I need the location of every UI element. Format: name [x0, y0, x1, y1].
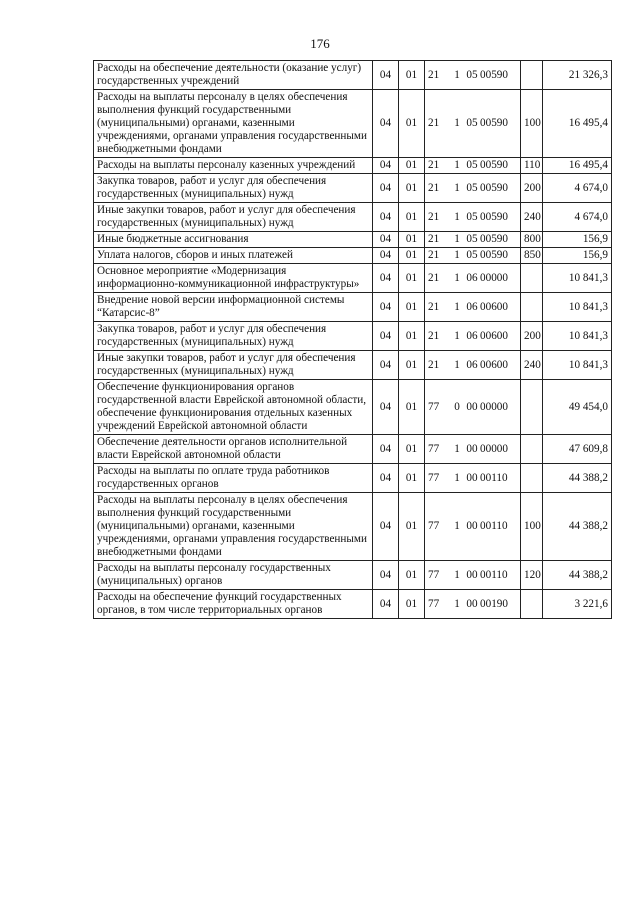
target-program-code: 77	[428, 520, 440, 532]
section-code-cell: 04	[373, 380, 399, 435]
budget-table-body	[94, 61, 612, 619]
target-article-cell	[425, 322, 521, 351]
table-row	[94, 351, 612, 380]
table-row	[94, 90, 612, 158]
subsection-code-cell: 01	[399, 561, 425, 590]
target-article-cell	[425, 293, 521, 322]
subsection-code-cell: 01	[399, 248, 425, 264]
target-subprogram-code: 1	[454, 271, 460, 284]
target-article-cell	[425, 493, 521, 561]
target-subprogram-code: 1	[454, 233, 460, 245]
target-subprogram-code: 1	[454, 159, 460, 171]
target-event-code: 00	[466, 597, 478, 610]
expense-name-cell: Закупка товаров, работ и услуг для обеспечения государственных (муниципальных) нужд	[94, 322, 373, 351]
table-row	[94, 561, 612, 590]
amount-cell: 10 841,3	[543, 351, 612, 380]
expense-type-cell: 110	[521, 158, 543, 174]
amount-cell: 4 674,0	[543, 174, 612, 203]
target-article-cell	[425, 351, 521, 380]
section-code-cell: 04	[373, 322, 399, 351]
subsection-code-cell: 01	[399, 174, 425, 203]
target-direction-code: 00590	[480, 181, 508, 194]
target-program-code: 77	[428, 471, 440, 484]
target-direction-code: 00600	[480, 300, 508, 313]
table-row	[94, 464, 612, 493]
expense-name-cell: Обеспечение функционирования органов государственной власти Еврейской автономной области, обеспечение функционирования отдельных казенных учреждений Еврейской автономной области	[94, 380, 373, 435]
section-code-cell: 04	[373, 493, 399, 561]
target-program-code: 77	[428, 442, 440, 455]
subsection-code-cell: 01	[399, 464, 425, 493]
table-row	[94, 203, 612, 232]
section-code-cell: 04	[373, 90, 399, 158]
subsection-code-cell: 01	[399, 264, 425, 293]
target-event-code: 00	[466, 400, 478, 413]
table-row	[94, 158, 612, 174]
target-event-code: 06	[466, 271, 478, 284]
expense-type-cell: 100	[521, 493, 543, 561]
target-program-code: 21	[428, 358, 440, 371]
section-code-cell: 04	[373, 248, 399, 264]
target-subprogram-code: 1	[454, 68, 460, 81]
target-event-code: 00	[466, 442, 478, 455]
target-direction-code: 00110	[480, 471, 508, 484]
target-direction-code: 00190	[480, 597, 508, 610]
target-article-cell	[425, 380, 521, 435]
target-direction-code: 00590	[480, 210, 508, 223]
amount-cell: 21 326,3	[543, 61, 612, 90]
expense-type-cell: 240	[521, 203, 543, 232]
target-direction-code: 00000	[480, 400, 508, 413]
target-program-code: 21	[428, 181, 440, 194]
target-subprogram-code: 1	[454, 300, 460, 313]
target-article-cell	[425, 61, 521, 90]
subsection-code-cell: 01	[399, 322, 425, 351]
target-article-cell	[425, 590, 521, 619]
target-event-code: 00	[466, 568, 478, 581]
target-direction-code: 00110	[480, 520, 508, 532]
expense-type-cell: 850	[521, 248, 543, 264]
expense-name-cell: Иные бюджетные ассигнования	[94, 232, 373, 248]
expense-name-cell: Внедрение новой версии информационной системы “Катарсис-8”	[94, 293, 373, 322]
expense-type-cell: 800	[521, 232, 543, 248]
amount-cell: 3 221,6	[543, 590, 612, 619]
target-subprogram-code: 1	[454, 329, 460, 342]
expense-name-cell: Расходы на выплаты персоналу в целях обеспечения выполнения функций государственными (муниципальными) органами, казенными учреждениями, органами управления государственными внебюджетными фондами	[94, 90, 373, 158]
target-subprogram-code: 1	[454, 471, 460, 484]
target-subprogram-code: 1	[454, 358, 460, 371]
table-row	[94, 322, 612, 351]
section-code-cell: 04	[373, 264, 399, 293]
amount-cell: 44 388,2	[543, 464, 612, 493]
target-program-code: 21	[428, 210, 440, 223]
table-row	[94, 293, 612, 322]
expense-name-cell: Расходы на выплаты персоналу казенных учреждений	[94, 158, 373, 174]
table-row	[94, 435, 612, 464]
subsection-code-cell: 01	[399, 90, 425, 158]
amount-cell: 16 495,4	[543, 158, 612, 174]
table-row	[94, 174, 612, 203]
section-code-cell: 04	[373, 232, 399, 248]
target-direction-code: 00000	[480, 271, 508, 284]
subsection-code-cell: 01	[399, 351, 425, 380]
expense-type-cell: 200	[521, 322, 543, 351]
target-direction-code: 00590	[480, 159, 508, 171]
amount-cell: 4 674,0	[543, 203, 612, 232]
expense-name-cell: Обеспечение деятельности органов исполнительной власти Еврейской автономной области	[94, 435, 373, 464]
target-direction-code: 00600	[480, 358, 508, 371]
table-row	[94, 493, 612, 561]
target-program-code: 77	[428, 400, 440, 413]
section-code-cell: 04	[373, 435, 399, 464]
target-event-code: 05	[466, 233, 478, 245]
target-subprogram-code: 1	[454, 442, 460, 455]
target-event-code: 05	[466, 181, 478, 194]
table-row	[94, 61, 612, 90]
target-subprogram-code: 1	[454, 210, 460, 223]
target-event-code: 05	[466, 249, 478, 261]
target-direction-code: 00590	[480, 68, 508, 81]
target-direction-code: 00590	[480, 249, 508, 261]
amount-cell: 49 454,0	[543, 380, 612, 435]
target-program-code: 21	[428, 117, 440, 129]
expense-name-cell: Основное мероприятие «Модернизация информационно-коммуникационной инфраструктуры»	[94, 264, 373, 293]
target-article-cell	[425, 158, 521, 174]
subsection-code-cell: 01	[399, 435, 425, 464]
target-article-cell	[425, 264, 521, 293]
target-program-code: 21	[428, 271, 440, 284]
expense-type-cell: 240	[521, 351, 543, 380]
target-program-code: 77	[428, 597, 440, 610]
table-row	[94, 232, 612, 248]
target-event-code: 05	[466, 159, 478, 171]
target-subprogram-code: 1	[454, 597, 460, 610]
subsection-code-cell: 01	[399, 590, 425, 619]
target-article-cell	[425, 435, 521, 464]
target-event-code: 06	[466, 329, 478, 342]
subsection-code-cell: 01	[399, 232, 425, 248]
expense-type-cell: 100	[521, 90, 543, 158]
amount-cell: 10 841,3	[543, 293, 612, 322]
section-code-cell: 04	[373, 561, 399, 590]
target-subprogram-code: 1	[454, 117, 460, 129]
target-subprogram-code: 1	[454, 568, 460, 581]
section-code-cell: 04	[373, 61, 399, 90]
section-code-cell: 04	[373, 174, 399, 203]
target-direction-code: 00590	[480, 233, 508, 245]
target-subprogram-code: 1	[454, 520, 460, 532]
expense-name-cell: Иные закупки товаров, работ и услуг для обеспечения государственных (муниципальных) нужд	[94, 203, 373, 232]
amount-cell: 44 388,2	[543, 561, 612, 590]
amount-cell: 156,9	[543, 248, 612, 264]
target-subprogram-code: 1	[454, 181, 460, 194]
section-code-cell: 04	[373, 293, 399, 322]
target-event-code: 05	[466, 210, 478, 223]
target-event-code: 05	[466, 117, 478, 129]
section-code-cell: 04	[373, 158, 399, 174]
target-subprogram-code: 0	[454, 400, 460, 413]
target-direction-code: 00000	[480, 442, 508, 455]
subsection-code-cell: 01	[399, 158, 425, 174]
section-code-cell: 04	[373, 203, 399, 232]
target-program-code: 21	[428, 329, 440, 342]
section-code-cell: 04	[373, 351, 399, 380]
target-program-code: 21	[428, 68, 440, 81]
subsection-code-cell: 01	[399, 493, 425, 561]
budget-table	[93, 60, 612, 619]
expense-type-cell: 120	[521, 561, 543, 590]
target-program-code: 21	[428, 159, 440, 171]
section-code-cell: 04	[373, 464, 399, 493]
target-direction-code: 00590	[480, 117, 508, 129]
target-program-code: 77	[428, 568, 440, 581]
expense-name-cell: Расходы на выплаты персоналу государственных (муниципальных) органов	[94, 561, 373, 590]
target-event-code: 00	[466, 471, 478, 484]
expense-name-cell: Расходы на обеспечение деятельности (оказание услуг) государственных учреждений	[94, 61, 373, 90]
target-subprogram-code: 1	[454, 249, 460, 261]
expense-type-cell: 200	[521, 174, 543, 203]
page-number: 176	[310, 36, 330, 51]
expense-name-cell: Закупка товаров, работ и услуг для обеспечения государственных (муниципальных) нужд	[94, 174, 373, 203]
amount-cell: 44 388,2	[543, 493, 612, 561]
expense-name-cell: Расходы на выплаты по оплате труда работников государственных органов	[94, 464, 373, 493]
target-article-cell	[425, 90, 521, 158]
target-event-code: 06	[466, 300, 478, 313]
target-direction-code: 00600	[480, 329, 508, 342]
subsection-code-cell: 01	[399, 61, 425, 90]
target-program-code: 21	[428, 233, 440, 245]
subsection-code-cell: 01	[399, 293, 425, 322]
target-article-cell	[425, 203, 521, 232]
amount-cell: 16 495,4	[543, 90, 612, 158]
target-program-code: 21	[428, 300, 440, 313]
subsection-code-cell: 01	[399, 203, 425, 232]
target-article-cell	[425, 248, 521, 264]
amount-cell: 10 841,3	[543, 264, 612, 293]
target-event-code: 05	[466, 68, 478, 81]
target-article-cell	[425, 561, 521, 590]
expense-name-cell: Расходы на обеспечение функций государственных органов, в том числе территориальных органов	[94, 590, 373, 619]
target-article-cell	[425, 464, 521, 493]
table-row	[94, 380, 612, 435]
expense-name-cell: Иные закупки товаров, работ и услуг для обеспечения государственных (муниципальных) нужд	[94, 351, 373, 380]
table-row	[94, 264, 612, 293]
target-event-code: 00	[466, 520, 478, 532]
target-program-code: 21	[428, 249, 440, 261]
target-direction-code: 00110	[480, 568, 508, 581]
subsection-code-cell: 01	[399, 380, 425, 435]
table-row	[94, 248, 612, 264]
table-row	[94, 590, 612, 619]
amount-cell: 156,9	[543, 232, 612, 248]
amount-cell: 10 841,3	[543, 322, 612, 351]
target-article-cell	[425, 174, 521, 203]
expense-name-cell: Уплата налогов, сборов и иных платежей	[94, 248, 373, 264]
expense-name-cell: Расходы на выплаты персоналу в целях обеспечения выполнения функций государственными (муниципальными) органами, казенными учреждениями, органами управления государственными внебюджетными фондами	[94, 493, 373, 561]
amount-cell: 47 609,8	[543, 435, 612, 464]
section-code-cell: 04	[373, 590, 399, 619]
target-event-code: 06	[466, 358, 478, 371]
target-article-cell	[425, 232, 521, 248]
